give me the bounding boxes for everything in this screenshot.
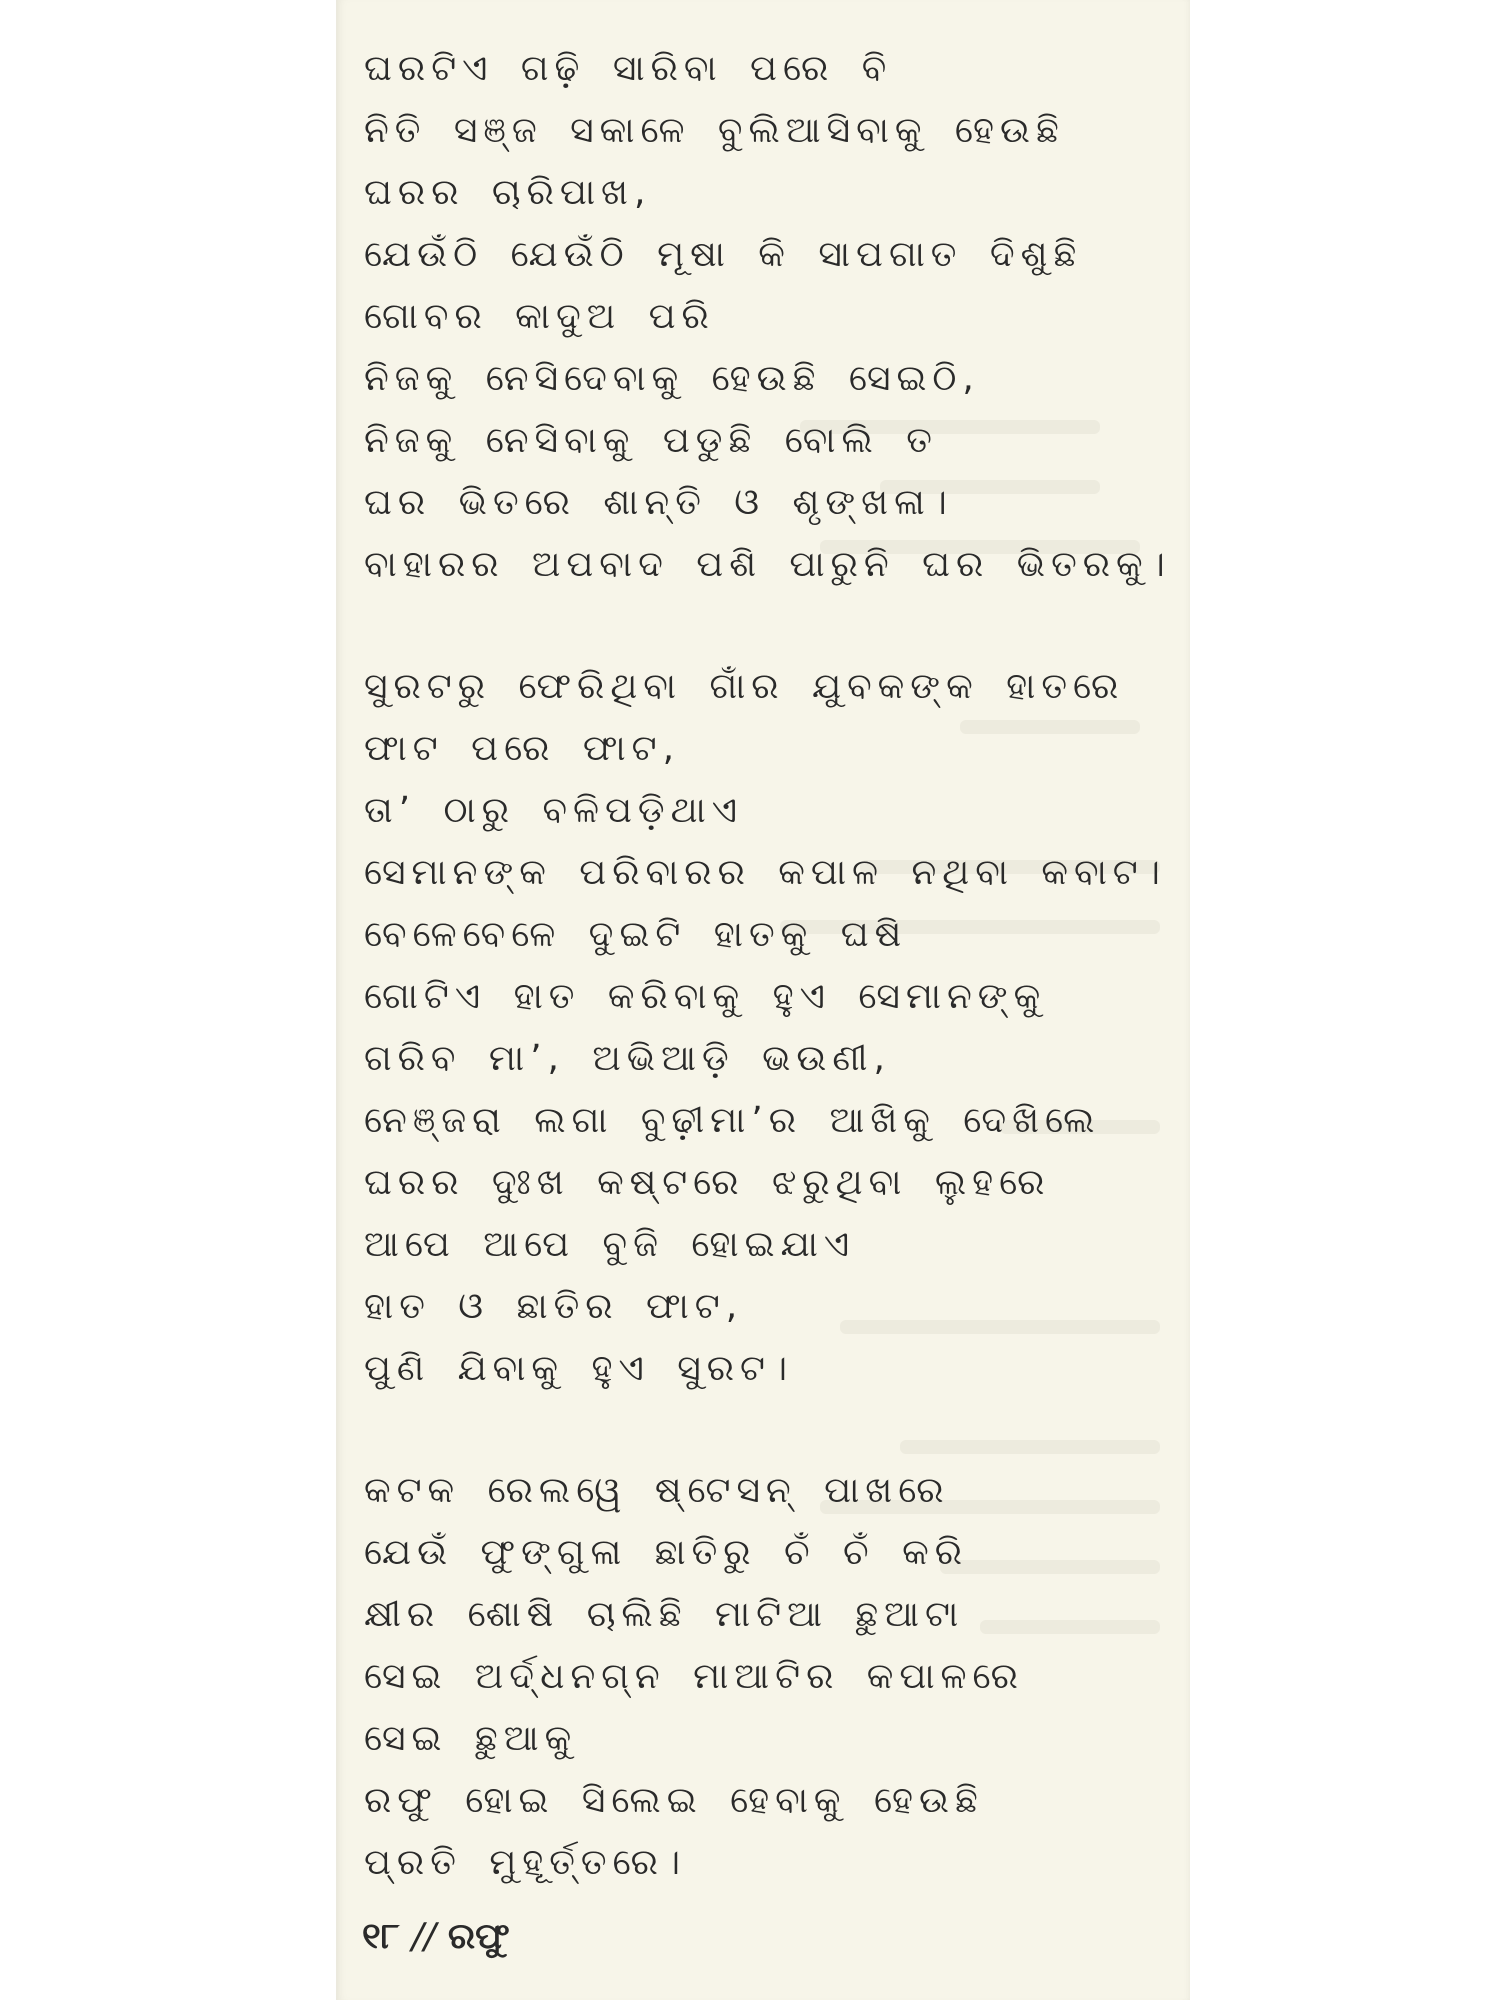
- poem-line: ଘର ଭିତରେ ଶାନ୍ତି ଓ ଶୃଙ୍ଖଳା।: [364, 482, 953, 523]
- page-footer: [362, 1912, 510, 1962]
- book-title: ରଫୁ: [447, 1916, 510, 1957]
- poem-line: ନିଜକୁ ନେସିଦେବାକୁ ହେଉଛି ସେଇଠି,: [364, 358, 980, 399]
- poem-line: ଗୋବର କାଦୁଅ ପରି: [364, 296, 715, 337]
- poem-line: ନିତି ସଞ୍ଜ ସକାଳେ ବୁଲିଆସିବାକୁ ହେଉଛି: [364, 110, 1065, 151]
- poem-line: ସେମାନଙ୍କ ପରିବାରର କପାଳ ନଥିବା କବାଟ।: [364, 852, 1166, 893]
- footer-separator: //: [411, 1916, 436, 1957]
- stanza-1: [364, 38, 1171, 596]
- poem-line: ବେଳେବେଳେ ଦୁଇଟି ହାତକୁ ଘଷି: [364, 914, 908, 955]
- poem-line: ସୁରଟରୁ ଫେରିଥିବା ଗାଁର ଯୁବକଙ୍କ ହାତରେ: [364, 666, 1125, 707]
- poem-line: ହାତ ଓ ଛାତିର ଫାଟ,: [364, 1286, 744, 1327]
- poem-line: କ୍ଷୀର ଶୋଷି ଚାଲିଛି ମାଟିଆ ଛୁଆଟା: [364, 1594, 965, 1635]
- poem-line: ସେଇ ଅର୍ଦ୍ଧନଗ୍ନ ମାଆଟିର କପାଳରେ: [364, 1656, 1024, 1697]
- poem-line: କଟକ ରେଲୱେ ଷ୍ଟେସନ୍ ପାଖରେ: [364, 1470, 950, 1511]
- poem-line: ସେଇ ଛୁଆକୁ: [364, 1718, 578, 1759]
- poem-line: ତା’ ଠାରୁ ବଳିପଡ଼ିଥାଏ: [364, 790, 744, 831]
- poem-line: ଯେଉଁଠି ଯେଉଁଠି ମୂଷା କି ସାପଗାତ ଦିଶୁଛି: [364, 234, 1083, 275]
- stanza-3: [364, 1460, 1164, 1894]
- stanza-2: [364, 656, 1164, 1400]
- poem-line: ଘରର ଚାରିପାଖ,: [364, 172, 652, 213]
- poem-line: ଆପେ ଆପେ ବୁଜି ହୋଇଯାଏ: [364, 1224, 856, 1265]
- poem-line: ଯେଉଁ ଫୁଙ୍ଗୁଳା ଛାତିରୁ ଚଁ ଚଁ କରି: [364, 1532, 968, 1573]
- poem-line: ପ୍ରତି ମୁହୂର୍ତ୍ତରେ।: [364, 1842, 687, 1883]
- poem-line: ଫାଟ ପରେ ଫାଟ,: [364, 728, 681, 769]
- poem-line: ଗରିବ ମା’, ଅଭିଆଡ଼ି ଭଉଣୀ,: [364, 1038, 891, 1079]
- poem-line: ନିଜକୁ ନେସିବାକୁ ପଡୁଛି ବୋଲି ତ: [364, 420, 938, 461]
- poem-line: ବାହାରର ଅପବାଦ ପଶି ପାରୁନି ଘର ଭିତରକୁ।: [364, 544, 1171, 585]
- poem: [364, 38, 1171, 1894]
- page-number: ୧୮: [362, 1916, 400, 1957]
- poem-line: ଘରର ଦୁଃଖ କଷ୍ଟରେ ଝରୁଥିବା ଲୁହରେ: [364, 1162, 1051, 1203]
- poem-line: ଗୋଟିଏ ହାତ କରିବାକୁ ହୁଏ ସେମାନଙ୍କୁ: [364, 976, 1047, 1017]
- poem-line: ରଫୁ ହୋଇ ସିଲେଇ ହେବାକୁ ହେଉଛି: [364, 1780, 984, 1821]
- poem-line: ନେଞ୍ଜରା ଲଗା ବୁଢ଼ୀମା’ର ଆଖିକୁ ଦେଖିଲେ: [364, 1100, 1101, 1141]
- poem-line: ପୁଣି ଯିବାକୁ ହୁଏ ସୁରଟ।: [364, 1348, 794, 1389]
- poem-line: ଘରଟିଏ ଗଢ଼ି ସାରିବା ପରେ ବି: [364, 48, 893, 89]
